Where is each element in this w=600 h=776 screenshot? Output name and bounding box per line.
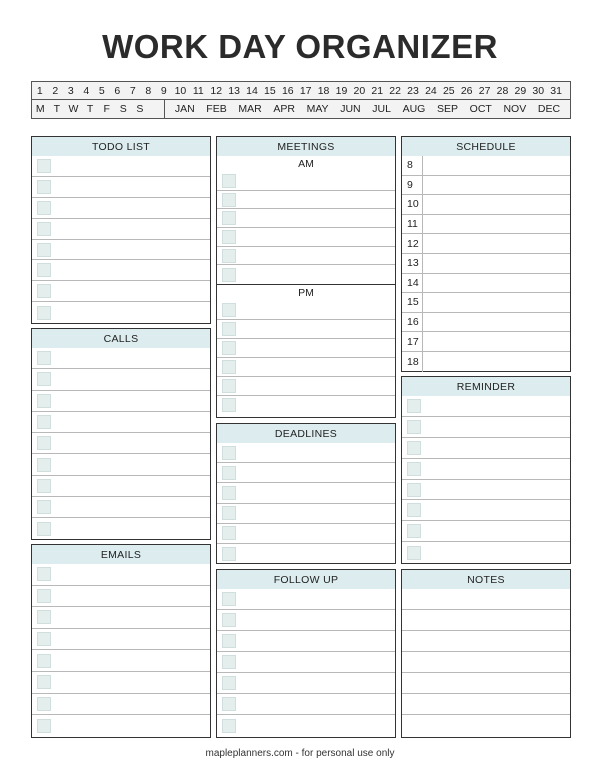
month-label[interactable]: NOV xyxy=(503,103,527,115)
checklist-row[interactable] xyxy=(32,715,210,737)
checklist-row[interactable] xyxy=(402,396,570,417)
checkbox[interactable] xyxy=(222,360,236,374)
checkbox[interactable] xyxy=(37,263,51,277)
checklist-row[interactable] xyxy=(32,391,210,412)
month-label[interactable]: JUN xyxy=(340,103,361,115)
checklist-row[interactable] xyxy=(32,454,210,475)
schedule-hour-row[interactable] xyxy=(402,352,570,372)
day-number[interactable]: 10 xyxy=(174,84,187,97)
follow-up-rows xyxy=(217,589,395,736)
checklist-row[interactable] xyxy=(32,260,210,281)
month-label[interactable]: MAY xyxy=(306,103,329,115)
checklist-row[interactable] xyxy=(32,219,210,240)
checklist-row[interactable] xyxy=(217,191,395,210)
checklist-row[interactable] xyxy=(32,694,210,716)
note-line[interactable] xyxy=(402,652,570,673)
checkbox[interactable] xyxy=(407,462,421,476)
checklist-row[interactable] xyxy=(402,542,570,563)
checkbox[interactable] xyxy=(222,697,236,711)
checklist-row[interactable] xyxy=(32,348,210,369)
weekday-letter[interactable]: S xyxy=(119,103,127,115)
notes-panel xyxy=(401,569,571,738)
schedule-hour-row[interactable] xyxy=(402,215,570,235)
checklist-row[interactable] xyxy=(217,652,395,673)
month-label[interactable]: APR xyxy=(273,103,295,115)
meetings-am-rows xyxy=(217,172,395,284)
checkbox[interactable] xyxy=(222,676,236,690)
checkbox[interactable] xyxy=(37,479,51,493)
checklist-row[interactable] xyxy=(32,672,210,694)
day-number[interactable]: 15 xyxy=(264,84,276,97)
day-number[interactable]: 3 xyxy=(67,84,74,97)
checklist-row[interactable] xyxy=(217,463,395,483)
month-label[interactable]: OCT xyxy=(469,103,492,115)
checkbox[interactable] xyxy=(222,249,236,263)
checkbox[interactable] xyxy=(37,243,51,257)
day-number[interactable]: 21 xyxy=(371,84,384,97)
schedule-hour-row[interactable] xyxy=(402,234,570,254)
hour-label: 15 xyxy=(402,293,423,312)
checklist-row[interactable] xyxy=(217,301,395,320)
checkbox[interactable] xyxy=(37,458,51,472)
checklist-row[interactable] xyxy=(217,265,395,284)
note-line[interactable] xyxy=(402,715,570,736)
day-number-row xyxy=(32,82,570,100)
day-number[interactable]: 6 xyxy=(114,84,121,97)
checklist-row[interactable] xyxy=(217,715,395,736)
weekday-letter[interactable]: S xyxy=(136,103,144,115)
checkbox[interactable] xyxy=(37,180,51,194)
checklist-row[interactable] xyxy=(217,589,395,610)
checklist-row[interactable] xyxy=(402,521,570,542)
checkbox[interactable] xyxy=(37,500,51,514)
checkbox[interactable] xyxy=(37,159,51,173)
footer-note: mapleplanners.com - for personal use only xyxy=(205,748,395,759)
calls-rows xyxy=(32,348,210,540)
checkbox[interactable] xyxy=(222,174,236,188)
checklist-row[interactable] xyxy=(217,443,395,463)
note-line[interactable] xyxy=(402,631,570,652)
day-number[interactable]: 12 xyxy=(210,84,223,97)
checklist-row[interactable] xyxy=(217,396,395,415)
checklist-row[interactable] xyxy=(217,631,395,652)
month-label[interactable]: MAR xyxy=(238,103,262,115)
checklist-row[interactable] xyxy=(32,240,210,261)
checkbox[interactable] xyxy=(37,675,51,689)
schedule-hour-row[interactable] xyxy=(402,156,570,176)
hour-label: 17 xyxy=(402,332,423,351)
checkbox[interactable] xyxy=(222,303,236,317)
checklist-row[interactable] xyxy=(217,358,395,377)
checkbox[interactable] xyxy=(37,415,51,429)
checkbox[interactable] xyxy=(222,613,236,627)
day-number[interactable]: 8 xyxy=(145,84,152,97)
day-number[interactable]: 9 xyxy=(160,84,167,97)
checklist-row[interactable] xyxy=(32,433,210,454)
day-number[interactable]: 14 xyxy=(246,84,258,97)
checklist-row[interactable] xyxy=(32,607,210,629)
month-selector xyxy=(165,100,570,118)
checklist-row[interactable] xyxy=(32,412,210,433)
checkbox[interactable] xyxy=(222,446,236,460)
checkbox[interactable] xyxy=(407,524,421,538)
checklist-row[interactable] xyxy=(217,339,395,358)
checkbox[interactable] xyxy=(407,399,421,413)
meetings-pm-label: PM xyxy=(217,285,395,301)
deadlines-panel xyxy=(216,423,396,564)
hour-label: 9 xyxy=(402,176,423,195)
checkbox[interactable] xyxy=(407,483,421,497)
checkbox[interactable] xyxy=(222,547,236,561)
weekday-selector xyxy=(32,100,165,118)
checklist-row[interactable] xyxy=(402,438,570,459)
checklist-row[interactable] xyxy=(32,302,210,323)
emails-rows xyxy=(32,564,210,737)
day-number[interactable]: 31 xyxy=(550,84,562,97)
checkbox[interactable] xyxy=(222,341,236,355)
checkbox[interactable] xyxy=(37,394,51,408)
checklist-row[interactable] xyxy=(32,586,210,608)
schedule-hour-row[interactable] xyxy=(402,176,570,196)
deadlines-rows xyxy=(217,443,395,564)
schedule-hour-row[interactable] xyxy=(402,274,570,294)
checkbox[interactable] xyxy=(222,634,236,648)
schedule-rows xyxy=(402,156,570,372)
day-number[interactable]: 26 xyxy=(460,84,473,97)
day-number[interactable]: 20 xyxy=(353,84,366,97)
day-number[interactable]: 4 xyxy=(83,84,90,97)
checkbox[interactable] xyxy=(407,420,421,434)
checklist-row[interactable] xyxy=(217,673,395,694)
notes-rows xyxy=(402,589,570,736)
checklist-row[interactable] xyxy=(32,650,210,672)
day-number[interactable]: 1 xyxy=(36,84,43,97)
checkbox[interactable] xyxy=(37,632,51,646)
day-number[interactable]: 7 xyxy=(129,84,136,97)
weekday-letter[interactable]: T xyxy=(86,103,94,115)
day-number[interactable]: 19 xyxy=(335,84,348,97)
meetings-panel xyxy=(216,136,396,418)
checkbox[interactable] xyxy=(37,372,51,386)
checkbox[interactable] xyxy=(222,526,236,540)
checkbox[interactable] xyxy=(37,567,51,581)
checkbox[interactable] xyxy=(37,589,51,603)
schedule-hour-row[interactable] xyxy=(402,293,570,313)
month-label[interactable]: AUG xyxy=(402,103,426,115)
checkbox[interactable] xyxy=(222,655,236,669)
month-label[interactable]: FEB xyxy=(206,103,227,115)
follow-up-panel xyxy=(216,569,396,738)
day-number[interactable]: 28 xyxy=(496,84,509,97)
meetings-header: MEETINGS xyxy=(217,137,395,156)
checkbox[interactable] xyxy=(37,306,51,320)
day-number[interactable]: 11 xyxy=(192,84,204,97)
schedule-hour-row[interactable] xyxy=(402,332,570,352)
follow-up-header: FOLLOW UP xyxy=(217,570,395,589)
checkbox[interactable] xyxy=(37,201,51,215)
meetings-am-label: AM xyxy=(217,156,395,172)
day-number[interactable]: 24 xyxy=(425,84,437,97)
checkbox[interactable] xyxy=(222,506,236,520)
hour-label: 13 xyxy=(402,254,423,273)
checklist-row[interactable] xyxy=(32,476,210,497)
day-number[interactable]: 27 xyxy=(478,84,491,97)
emails-panel xyxy=(31,544,211,738)
checklist-row[interactable] xyxy=(217,320,395,339)
checkbox[interactable] xyxy=(222,592,236,606)
checkbox[interactable] xyxy=(407,546,421,560)
hour-label: 8 xyxy=(402,156,423,175)
checklist-row[interactable] xyxy=(32,177,210,198)
hour-label: 14 xyxy=(402,274,423,293)
checklist-row[interactable] xyxy=(217,172,395,191)
checkbox[interactable] xyxy=(37,351,51,365)
checkbox[interactable] xyxy=(37,697,51,711)
checklist-row[interactable] xyxy=(402,480,570,501)
day-number[interactable]: 18 xyxy=(317,84,330,97)
checklist-row[interactable] xyxy=(32,281,210,302)
checkbox[interactable] xyxy=(222,211,236,225)
day-number[interactable]: 13 xyxy=(228,84,240,97)
calls-header: CALLS xyxy=(32,329,210,348)
checklist-row[interactable] xyxy=(32,497,210,518)
checklist-row[interactable] xyxy=(217,544,395,564)
checklist-row[interactable] xyxy=(402,459,570,480)
note-line[interactable] xyxy=(402,673,570,694)
checkbox[interactable] xyxy=(407,503,421,517)
schedule-hour-row[interactable] xyxy=(402,313,570,333)
notes-header: NOTES xyxy=(402,570,570,589)
day-number[interactable]: 23 xyxy=(407,84,419,97)
checkbox[interactable] xyxy=(407,441,421,455)
todo-list-rows xyxy=(32,156,210,323)
checkbox[interactable] xyxy=(37,654,51,668)
checklist-row[interactable] xyxy=(402,417,570,438)
checkbox[interactable] xyxy=(222,719,236,733)
day-number[interactable]: 17 xyxy=(299,84,312,97)
month-label[interactable]: JAN xyxy=(174,103,195,115)
note-line[interactable] xyxy=(402,694,570,715)
day-number[interactable]: 29 xyxy=(514,84,527,97)
day-number[interactable]: 30 xyxy=(532,84,545,97)
note-line[interactable] xyxy=(402,610,570,631)
checklist-row[interactable] xyxy=(217,524,395,544)
hour-label: 11 xyxy=(402,215,423,234)
note-line[interactable] xyxy=(402,589,570,610)
reminder-panel xyxy=(401,376,571,564)
calls-panel xyxy=(31,328,211,540)
checklist-row[interactable] xyxy=(217,209,395,228)
meetings-pm-rows xyxy=(217,301,395,414)
checkbox[interactable] xyxy=(37,222,51,236)
weekday-month-row xyxy=(32,100,570,118)
checklist-row[interactable] xyxy=(32,518,210,539)
reminder-rows xyxy=(402,396,570,563)
month-label[interactable]: JUL xyxy=(372,103,391,115)
checklist-row[interactable] xyxy=(217,504,395,524)
checkbox[interactable] xyxy=(222,230,236,244)
checkbox[interactable] xyxy=(222,193,236,207)
day-number[interactable]: 22 xyxy=(389,84,401,97)
checklist-row[interactable] xyxy=(217,228,395,247)
checklist-row[interactable] xyxy=(32,564,210,586)
todo-list-panel xyxy=(31,136,211,324)
hour-label: 12 xyxy=(402,234,423,253)
checklist-row[interactable] xyxy=(217,694,395,715)
checkbox[interactable] xyxy=(222,398,236,412)
checklist-row[interactable] xyxy=(217,483,395,503)
date-strip xyxy=(31,81,571,119)
checklist-row[interactable] xyxy=(32,369,210,390)
checklist-row[interactable] xyxy=(402,500,570,521)
checklist-row[interactable] xyxy=(32,156,210,177)
day-number[interactable]: 25 xyxy=(442,84,455,97)
checklist-row[interactable] xyxy=(32,629,210,651)
checklist-row[interactable] xyxy=(217,377,395,396)
checkbox[interactable] xyxy=(37,610,51,624)
schedule-hour-row[interactable] xyxy=(402,195,570,215)
emails-header: EMAILS xyxy=(32,545,210,564)
weekday-letter[interactable]: W xyxy=(68,103,79,115)
schedule-panel xyxy=(401,136,571,372)
month-label[interactable]: SEP xyxy=(437,103,459,115)
page-title: WORK DAY ORGANIZER xyxy=(102,28,498,65)
deadlines-header: DEADLINES xyxy=(217,424,395,443)
checkbox[interactable] xyxy=(222,379,236,393)
checklist-row[interactable] xyxy=(217,610,395,631)
weekday-letter[interactable]: F xyxy=(103,103,110,115)
day-number[interactable]: 16 xyxy=(281,84,294,97)
hour-label: 10 xyxy=(402,195,423,214)
weekday-letter[interactable]: T xyxy=(53,103,61,115)
checkbox[interactable] xyxy=(37,719,51,733)
hour-label: 16 xyxy=(402,313,423,332)
checkbox[interactable] xyxy=(222,486,236,500)
checklist-row[interactable] xyxy=(217,247,395,266)
day-number[interactable]: 5 xyxy=(98,84,105,97)
checkbox[interactable] xyxy=(37,284,51,298)
checkbox[interactable] xyxy=(222,322,236,336)
todo-list-header: TODO LIST xyxy=(32,137,210,156)
checkbox[interactable] xyxy=(37,436,51,450)
month-label[interactable]: DEC xyxy=(537,103,561,115)
weekday-letter[interactable]: M xyxy=(35,103,45,115)
checklist-row[interactable] xyxy=(32,198,210,219)
schedule-header: SCHEDULE xyxy=(402,137,570,156)
checkbox[interactable] xyxy=(37,522,51,536)
checkbox[interactable] xyxy=(222,466,236,480)
hour-label: 18 xyxy=(402,352,423,372)
reminder-header: REMINDER xyxy=(402,377,570,396)
day-number[interactable]: 2 xyxy=(52,84,59,97)
schedule-hour-row[interactable] xyxy=(402,254,570,274)
checkbox[interactable] xyxy=(222,268,236,282)
